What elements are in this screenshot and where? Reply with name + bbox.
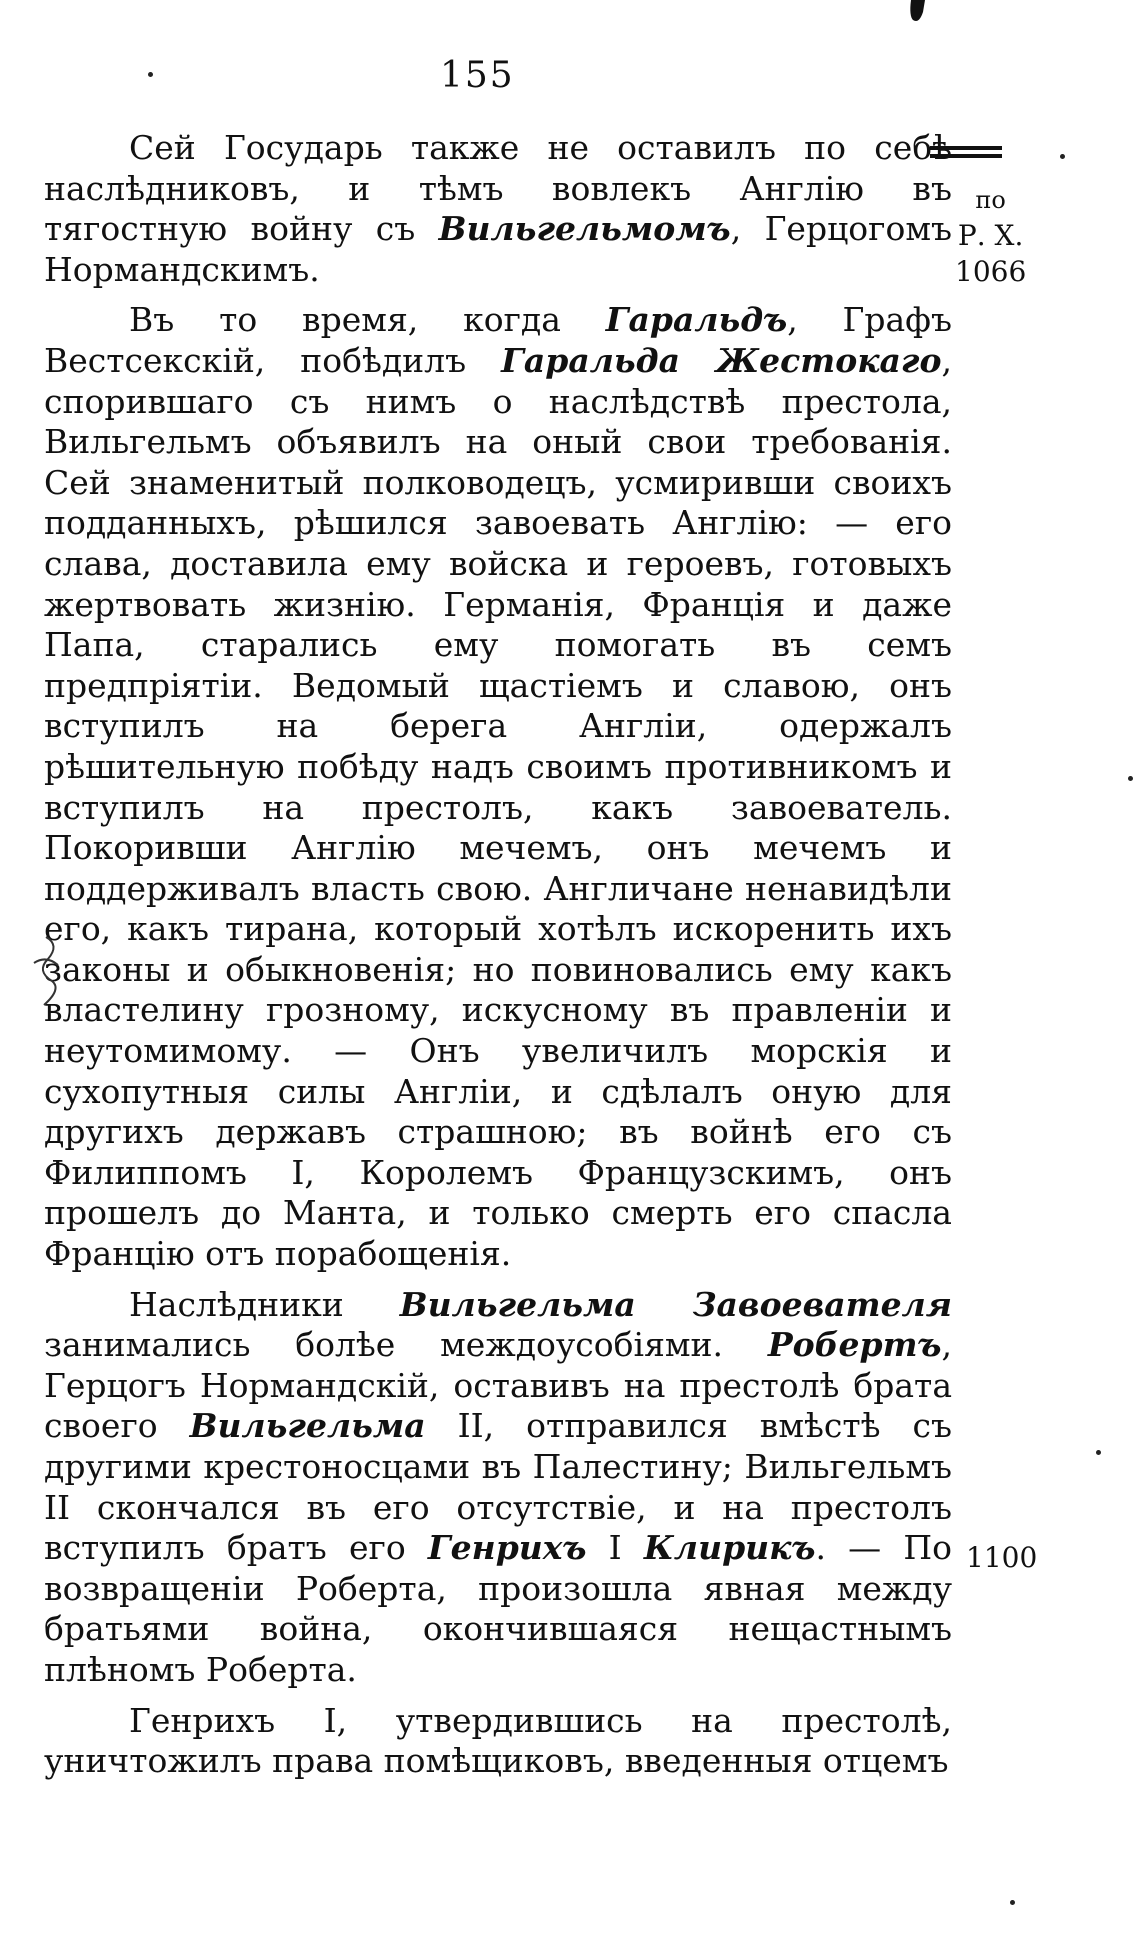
pencil-annotation-mark bbox=[26, 935, 66, 1007]
speck bbox=[1010, 1900, 1015, 1905]
page-number: 155 bbox=[440, 55, 515, 96]
text-run: II, отправился вмѣстѣ съ другими крестоносцами въ Палестину; Вильгельмъ II скончался въ его отсутствіе, и на престолъ вступилъ братъ его bbox=[44, 1406, 952, 1568]
text-run: , спорившаго съ нимъ о наслѣдствѣ престола, Вильгельмъ объявилъ на оный свои требованія. Сей знаменитый полководецъ, усмиривши своихъ подданныхъ, рѣшился завоевать Англію: — его слава, доставила ему войска и героевъ, готовыхъ жертвовать жизнію. Германія, Франція и даже Папа, старались ему помогать въ семъ предпріятіи. Ведомый щастіемъ и славою, онъ вступилъ на берега Англіи, одержалъ рѣшительную побѣду надъ своимъ противникомъ и вступилъ на престолъ, какъ завоеватель. Покоривши Англію мечемъ, онъ мечемъ и поддерживалъ власть свою. Англичане ненавидѣли его, какъ тирана, который хотѣлъ искоренить ихъ законы и обыкновенія; но повиновались ему какъ властелину грозному, искусному въ правленіи и неутомимому. — Онъ увеличилъ морскія и сухопутныя силы Англіи, и сдѣлалъ оную для другихъ державъ страшною; въ войнѣ его съ Филиппомъ I, Королемъ Французскимъ, онъ прошелъ до Манта, и только смерть его спасла Францію отъ порабощенія. bbox=[44, 340, 952, 1274]
paragraph-3 bbox=[44, 1285, 952, 1691]
speck bbox=[1128, 776, 1133, 781]
proper-name: Вильгельма Завоевателя bbox=[399, 1284, 952, 1324]
speck bbox=[1060, 154, 1065, 159]
text-run: Сей Государь также не оставилъ по себѣ наслѣдниковъ, и тѣмъ вовлекъ Англію въ тягостную войну съ bbox=[44, 128, 952, 249]
margin-note-line: 1100 bbox=[966, 1541, 1038, 1574]
margin-note-year-1066 bbox=[955, 182, 1026, 290]
proper-name: Вильгельма bbox=[189, 1406, 426, 1446]
text-run: Въ то время, когда bbox=[129, 300, 606, 340]
speck bbox=[148, 72, 153, 77]
paragraph-2 bbox=[44, 300, 952, 1274]
text-run: Генрихъ I, утвердившись на престолѣ, уничтожилъ права помѣщиковъ, введенныя отцемъ bbox=[44, 1700, 952, 1781]
text-run: , Герцогъ Нормандскій, оставивъ на престолѣ брата своего bbox=[44, 1325, 952, 1446]
proper-name: Робертъ bbox=[767, 1325, 942, 1365]
proper-name: Вильгельмомъ bbox=[438, 209, 731, 249]
text-column bbox=[44, 128, 952, 1792]
paragraph-1 bbox=[44, 128, 952, 290]
margin-note-line: Р. Х. bbox=[957, 219, 1024, 252]
text-run: . — По возвращеніи Роберта, произошла явная между братьями война, окончившаяся нещастнымъ плѣномъ Роберта. bbox=[44, 1528, 952, 1689]
proper-name: Гаральдъ bbox=[605, 300, 788, 340]
margin-note-line: 1066 bbox=[955, 255, 1027, 288]
ink-blot bbox=[907, 0, 927, 24]
text-run: занимались болѣе междоусобіями. bbox=[44, 1325, 768, 1365]
proper-name: Гаральда Жестокаго bbox=[501, 340, 942, 380]
text-run: I bbox=[586, 1528, 644, 1568]
text-run: Наслѣдники bbox=[129, 1284, 400, 1324]
paragraph-4 bbox=[44, 1701, 952, 1782]
proper-name: Генрихъ bbox=[427, 1528, 587, 1568]
text-run: , Герцогомъ Нормандскимъ. bbox=[44, 209, 952, 289]
margin-note-line: по bbox=[975, 186, 1006, 214]
proper-name: Клирикъ bbox=[643, 1528, 816, 1568]
text-run: , Графъ Вестсекскій, побѣдилъ bbox=[44, 300, 952, 380]
margin-note-year-1100 bbox=[966, 1540, 1037, 1576]
speck bbox=[1096, 1450, 1101, 1455]
